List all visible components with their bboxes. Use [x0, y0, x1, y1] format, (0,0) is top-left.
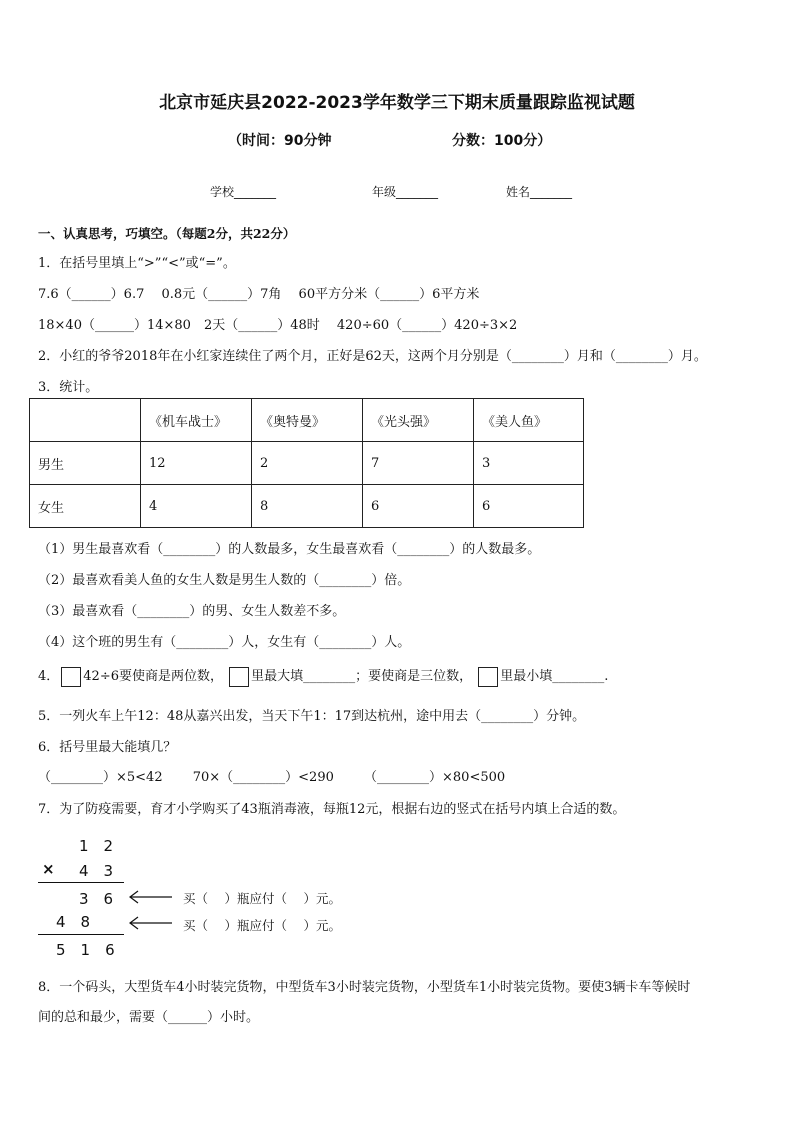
- vertical-rule-1: [38, 882, 124, 883]
- exam-time: （时间：90分钟: [228, 133, 332, 149]
- table-row: [30, 485, 584, 528]
- table-cell: 6: [474, 485, 584, 528]
- page-title: 北京市延庆县2022-2023学年数学三下期末质量跟踪监视试题: [159, 93, 635, 113]
- question-3-sub-4: （4）这个班的男生有（________）人，女生有（________）人。: [38, 635, 411, 650]
- arrow-2-icon: [130, 917, 172, 929]
- table-header-cell: 《机车战士》: [141, 399, 252, 442]
- table-row: [30, 442, 584, 485]
- table-cell: 6: [363, 485, 474, 528]
- stats-table: [29, 398, 584, 528]
- section-heading: 一、认真思考，巧填空。（每题2分，共22分）: [38, 226, 296, 241]
- question-6-prompt: 6．括号里最大能填几？: [38, 740, 177, 755]
- vertical-line-2: 4 3: [79, 862, 114, 880]
- vertical-rule-2: [38, 934, 124, 935]
- table-header-cell: [30, 399, 141, 442]
- question-3-sub-3: （3）最喜欢看（________）的男、女生人数差不多。: [38, 604, 346, 619]
- vertical-line-4: 4 8: [56, 913, 91, 931]
- question-8-line-2: 间的总和最少，需要（______）小时。: [38, 1010, 260, 1025]
- table-cell: 12: [141, 442, 252, 485]
- question-1-row-2: 18×40（______）14×80 2天（______）48时 420÷60（______）420÷3×2: [38, 318, 518, 333]
- table-cell: 8: [252, 485, 363, 528]
- vertical-line-3: 3 6: [79, 890, 114, 908]
- table-cell: 男生: [30, 442, 141, 485]
- vertical-line-5: 5 1 6: [56, 941, 115, 959]
- school-field: 学校_______: [210, 185, 277, 199]
- blank-box: [229, 667, 249, 687]
- question-8-line-1: 8．一个码头，大型货车4小时装完货物，中型货车3小时装完货物，小型货车1小时装完货物。要使3辆卡车等候时: [38, 980, 691, 995]
- arrow-label-2: 买（ ）瓶应付（ ）元。: [183, 918, 341, 933]
- table-cell: 女生: [30, 485, 141, 528]
- arrow-label-1: 买（ ）瓶应付（ ）元。: [183, 891, 341, 906]
- table-header-row: [30, 399, 584, 442]
- question-4-part-1: 42÷6要使商是两位数，: [83, 669, 223, 684]
- table-header-cell: 《美人鱼》: [474, 399, 584, 442]
- table-cell: 4: [141, 485, 252, 528]
- exam-score: 分数：100分）: [452, 133, 552, 149]
- question-4-part-2: 里最大填________；要使商是三位数，: [251, 669, 473, 684]
- blank-box: [478, 667, 498, 687]
- table-cell: 7: [363, 442, 474, 485]
- question-2: 2．小红的爷爷2018年在小红家连续住了两个月，正好是62天，这两个月分别是（________）月和（________）月。: [38, 349, 707, 364]
- table-header-cell: 《光头强》: [363, 399, 474, 442]
- question-4-number: 4．: [38, 669, 60, 684]
- blank-box: [61, 667, 81, 687]
- question-3-sub-2: （2）最喜欢看美人鱼的女生人数是男生人数的（________）倍。: [38, 573, 411, 588]
- question-3-sub-1: （1）男生最喜欢看（________）的人数最多，女生最喜欢看（________）的人数最多。: [38, 542, 541, 557]
- vertical-line-1: 1 2: [79, 837, 114, 855]
- grade-field: 年级_______: [372, 185, 439, 199]
- question-7-prompt: 7．为了防疫需要，育才小学购买了43瓶消毒液，每瓶12元，根据右边的竖式在括号内填上合适的数。: [38, 802, 626, 817]
- question-5: 5．一列火车上午12：48从嘉兴出发，当天下午1：17到达杭州，途中用去（________）分钟。: [38, 709, 586, 724]
- table-cell: 2: [252, 442, 363, 485]
- question-4: [38, 665, 608, 687]
- table-cell: 3: [474, 442, 584, 485]
- arrows-graphic: [126, 888, 176, 932]
- name-field: 姓名_______: [506, 185, 573, 199]
- table-header-cell: 《奥特曼》: [252, 399, 363, 442]
- question-3-prompt: 3．统计。: [38, 380, 99, 395]
- arrow-1-icon: [130, 891, 172, 903]
- question-1-row-1: 7.6（______）6.7 0.8元（______）7角 60平方分米（______）6平方米: [38, 287, 480, 302]
- question-6-row: （________）×5<42 70×（________）<290 （________）×80<500: [38, 770, 506, 785]
- question-4-part-3: 里最小填________.: [500, 669, 609, 684]
- times-sign: ×: [42, 860, 55, 878]
- question-1-prompt: 1．在括号里填上“>”“<”或“=”。: [38, 256, 236, 271]
